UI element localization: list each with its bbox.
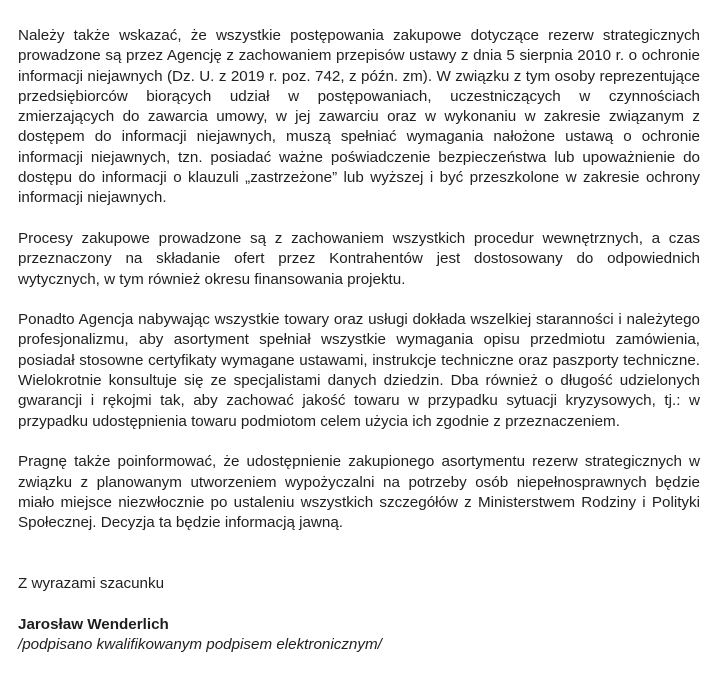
signature-block [18,615,700,656]
paragraph-rental-information: Pragnę także poinformować, że udostępnienie zakupionego asortymentu rezerw strategicznych w związku z planowanym utworzeniem wypożyczalni na potrzeby osób niepełnosprawnych będzie miało miejsce niezwłocznie po ustaleniu wszystkich szczegółów z Ministerstwem Rodziny i Polityki Społecznej. Decyzja ta będzie informacją jawną. [18,453,700,532]
paragraph-quality-assurance: Ponadto Agencja nabywając wszystkie towary oraz usługi dokłada wszelkiej staranności i należytego profesjonalizmu, aby asortyment spełniał wszystkie wymagania opisu przedmiotu zamówienia, posiadał stosowne certyfikaty wymagane ustawami, instrukcje techniczne oraz paszporty techniczne. Wielokrotnie konsultuje się ze specjalistami danych dziedzin. Dba również o długość udzielonych gwarancji i rękojmi tak, aby zachować jakość towaru w przypadku sytuacji kryzysowych, tj.: w przypadku udostępnienia towaru podmiotom celem użycia ich zgodnie z przeznaczeniem. [18,311,700,430]
closing-salutation: Z wyrazami szacunku [18,575,165,593]
paragraph-security-clearance: Należy także wskazać, że wszystkie postępowania zakupowe dotyczące rezerw strategicznych prowadzone są przez Agencję z zachowaniem przepisów ustawy z dnia 5 sierpnia 2010 r. o ochronie informacji niejawnych (Dz. U. z 2019 r. poz. 742, z późn. zm). W związku z tym osoby reprezentujące przedsiębiorców biorących udział w postępowaniach, uczestniczących w czynnościach zmierzających do zawarcia umowy, w jej zawarciu oraz w wykonaniu w zakresie związanym z dostępem do informacji niejawnych, muszą spełniać wymagania nałożone ustawą o ochronie informacji niejawnych, tzn. posiadać ważne poświadczenie bezpieczeństwa lub upoważnienie do dostępu do informacji o klauzuli „zastrzeżone” lub wyższej i być przeszkolone w zakresie ochrony informacji niejawnych. [18,27,700,207]
electronic-signature-note: /podpisano kwalifikowanym podpisem elektronicznym/ [18,635,382,653]
signatory-name: Jarosław Wenderlich [18,615,169,633]
paragraph-procurement-procedures: Procesy zakupowe prowadzone są z zachowaniem wszystkich procedur wewnętrznych, a czas przeznaczony na składanie ofert przez Kontrahentów jest dostosowany do odpowiednich wytycznych, w tym również okresu finansowania projektu. [18,229,700,288]
